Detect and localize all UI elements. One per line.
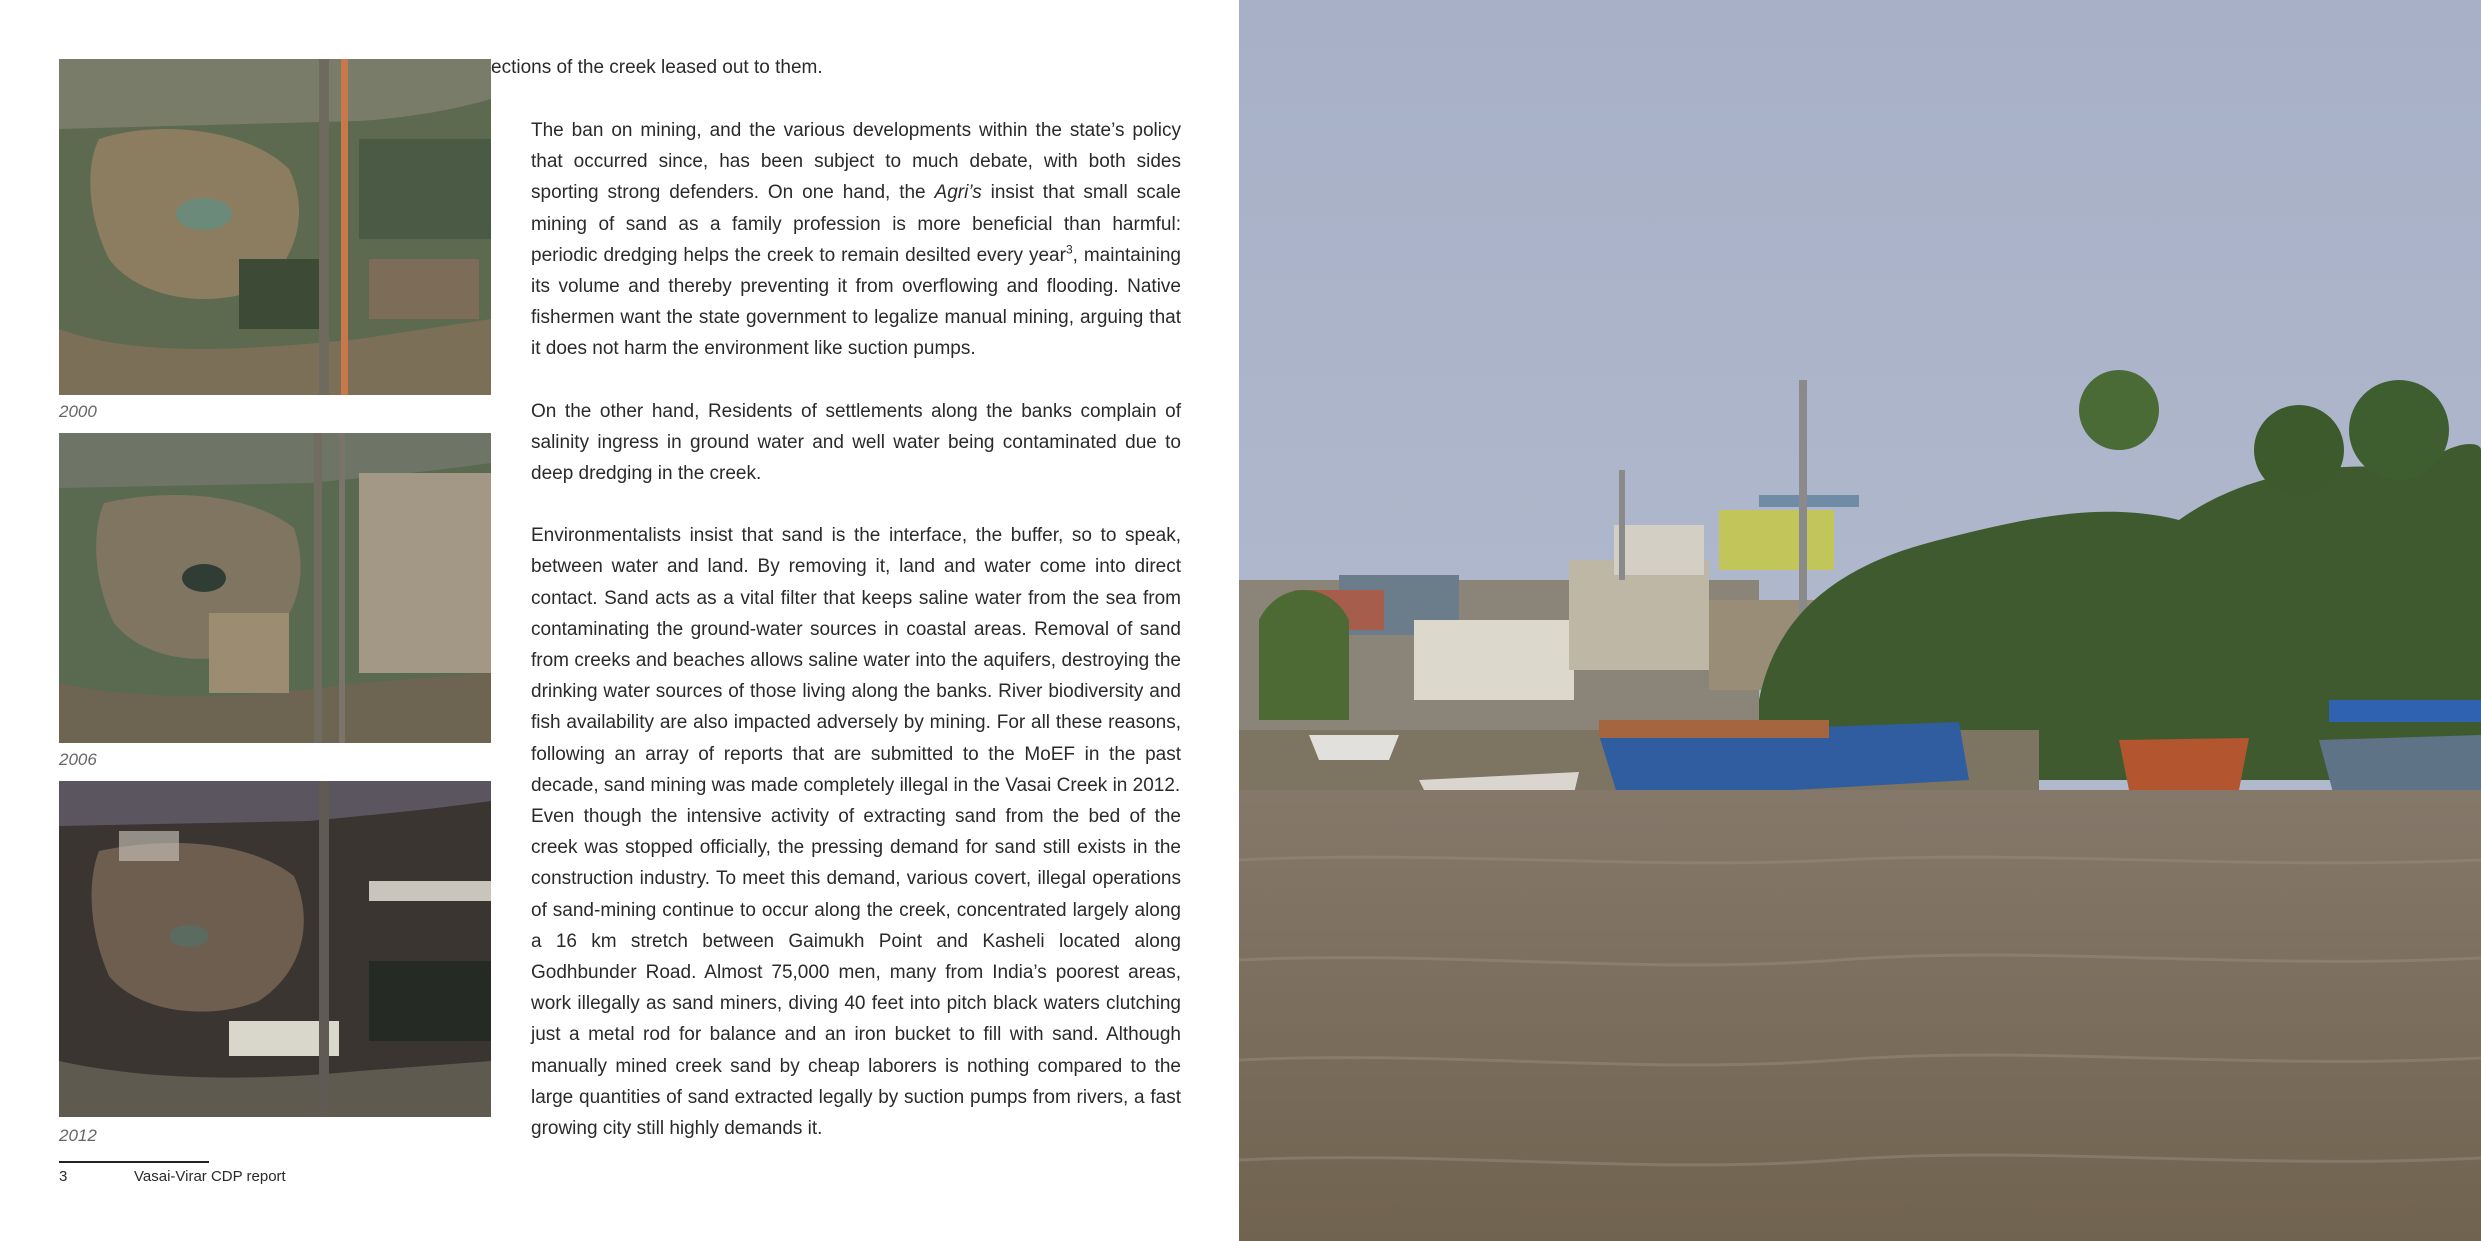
- caption-2000: 2000: [59, 402, 97, 421]
- creek-photo: [1239, 0, 2481, 1241]
- satellite-image-2000: [59, 59, 491, 395]
- paragraph-illegal-mining: Even though the intensive activity of extracting sand from the bed of the creek was stopped officially, the pressing demand for sand still exists in the construction industry. To meet this demand, various covert, illegal operations of sand-mining continue to occur along the creek, concentrated largely along a 16 km stretch between Gaimukh Point and Kasheli located along Godhbunder Road. Almost 75,000 men, many from India’s poorest areas, work illegally as sand miners, diving 40 feet into pitch black waters clutching just a metal rod for balance and an iron bucket to fill with sand. Although manually mined creek sand by cheap laborers is nothing compared to the large quantities of sand extracted legally by suction pumps from rivers, a fast growing city still highly demands it.: [531, 806, 1181, 1140]
- body-text-column: [531, 115, 1181, 1144]
- page-number: 3: [59, 1168, 68, 1185]
- caption-2006: 2006: [59, 750, 97, 769]
- paragraph-residents: On the other hand, Residents of settlements along the banks complain of salinity ingress in ground water and well water being contaminated due to deep dredging in the creek.: [531, 400, 1181, 485]
- footer-rule: [59, 1161, 209, 1163]
- caption-2012: 2012: [59, 1126, 97, 1145]
- paragraph-environmentalists: Environmentalists insist that sand is the interface, the buffer, so to speak, between water and land. By removing it, land and water come into direct contact. Sand acts as a vital filter that keeps saline water from the sea from contaminating the ground-water sources in coastal areas. Removal of sand from creeks and beaches allows saline water into the aquifers, destroying the drinking water sources of those living along the banks. River biodiversity and fish availability are also impacted adversely by mining. For all these reasons, following an array of reports that are submitted to the MoEF in the past decade, sand mining was made completely illegal in the Vasai Creek in 2012.: [531, 525, 1181, 796]
- left-page: [0, 0, 1239, 1241]
- satellite-image-2006: [59, 433, 491, 743]
- continuation-line: ections of the creek leased out to them.: [491, 57, 823, 78]
- satellite-image-2012: [59, 781, 491, 1117]
- report-name: Vasai-Virar CDP report: [134, 1168, 286, 1185]
- paragraph-mining-ban: The ban on mining, and the various developments within the state’s policy that occurred since, has been subject to much debate, with both sides sporting strong defenders. On one hand, the Agri’s insist that small scale mining of sand as a family profession is more beneficial than harmful: periodic dredging helps the creek to remain desilted every year$^3$, maintaining its volume and thereby preventing it from overflowing and flooding. Native fishermen want the state government to legalize manual mining, arguing that it does not harm the environment like suction pumps.: [531, 120, 1181, 360]
